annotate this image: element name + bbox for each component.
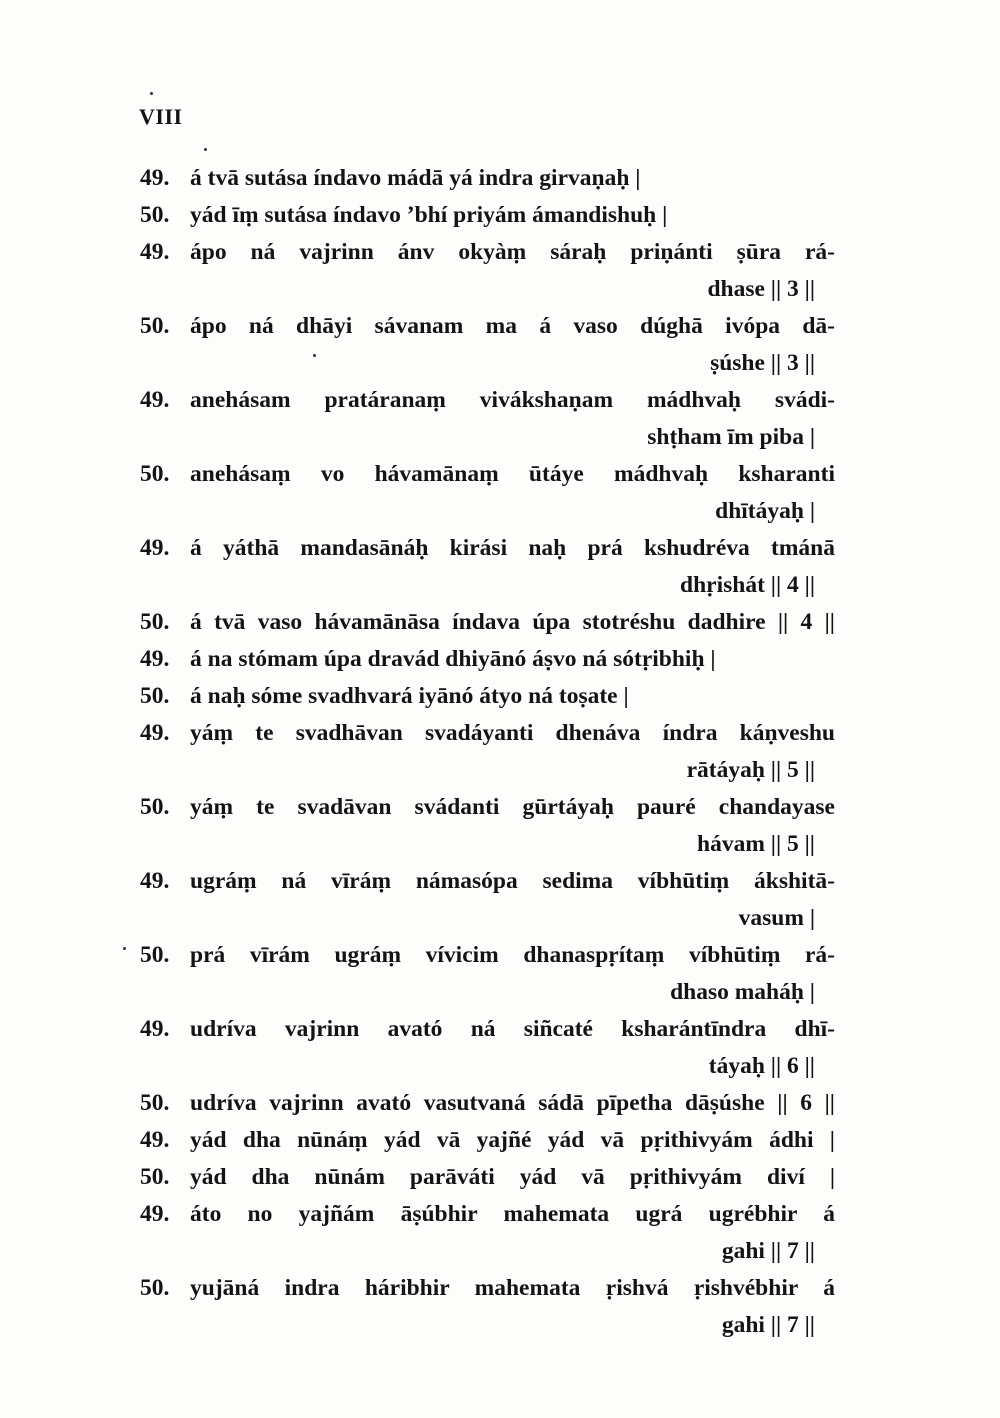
verse-text bbox=[190, 789, 835, 863]
verse-continuation: dhaso maháḥ | bbox=[670, 979, 815, 1005]
verse-text bbox=[190, 937, 835, 1011]
verse-text bbox=[190, 530, 835, 604]
verse-text-line: á yáthā mandasānáḥ kirási naḥ prá kshudréva tmánā bbox=[190, 535, 835, 561]
verse-continuation: dhṛishát || 4 || bbox=[680, 572, 815, 598]
verse-line bbox=[140, 308, 835, 382]
verse-number: 49. bbox=[140, 387, 170, 413]
verse-number: 49. bbox=[140, 1127, 170, 1153]
verse-text-line: prá vīrám ugráṃ vívicim dhanaspṛítaṃ víbhūtiṃ rá- bbox=[190, 942, 835, 968]
verse-text bbox=[190, 234, 835, 308]
verse-text-line: anehásaṃ vo hávamānaṃ ūtáye mádhvaḥ ksharanti bbox=[190, 461, 835, 487]
verse-line bbox=[140, 789, 835, 863]
verse-line bbox=[140, 641, 835, 678]
verse-continuation: dhītáyaḥ | bbox=[715, 498, 815, 524]
verse-text bbox=[190, 197, 835, 234]
verse-text bbox=[190, 160, 835, 197]
verse-number: 49. bbox=[140, 165, 170, 191]
verse-text bbox=[190, 1085, 835, 1122]
verse-text bbox=[190, 382, 835, 456]
verse-number: 50. bbox=[140, 794, 170, 820]
verse-line bbox=[140, 234, 835, 308]
verse-text-line: yujāná indra háribhir mahemata ṛishvá ṛishvébhir á bbox=[190, 1275, 835, 1301]
verse-continuation: hávam || 5 || bbox=[697, 831, 815, 857]
verse-text bbox=[190, 863, 835, 937]
verse-line bbox=[140, 678, 835, 715]
verse-number: 50. bbox=[140, 1275, 170, 1301]
page-number: VIII bbox=[139, 104, 183, 129]
verse-text bbox=[190, 456, 835, 530]
verse-list bbox=[140, 160, 835, 1344]
ink-speck bbox=[150, 92, 153, 95]
verse-line bbox=[140, 715, 835, 789]
verse-text-line: ápo ná dhāyi sávanam ma á vaso dúghā ivópa dā- bbox=[190, 313, 835, 339]
verse-line bbox=[140, 1270, 835, 1344]
verse-line bbox=[140, 1011, 835, 1085]
verse-text-line: anehásam pratáranaṃ vivákshaṇam mádhvaḥ svádi- bbox=[190, 387, 835, 413]
verse-text-line: á naḥ sóme svadhvará iyānó átyo ná toṣate | bbox=[190, 683, 629, 709]
verse-line bbox=[140, 456, 835, 530]
verse-line bbox=[140, 382, 835, 456]
verse-text-line: á tvā sutása índavo mádā yá indra girvaṇaḥ | bbox=[190, 165, 641, 191]
verse-continuation: táyaḥ || 6 || bbox=[708, 1053, 815, 1079]
verse-number: 49. bbox=[140, 646, 170, 672]
verse-line bbox=[140, 937, 835, 1011]
verse-text bbox=[190, 641, 835, 678]
verse-line bbox=[140, 1159, 835, 1196]
verse-continuation: shṭham īm piba | bbox=[647, 424, 815, 450]
verse-text bbox=[190, 678, 835, 715]
verse-line bbox=[140, 1085, 835, 1122]
verse-text bbox=[190, 1196, 835, 1270]
verse-continuation: vasum | bbox=[738, 905, 815, 931]
verse-number: 50. bbox=[140, 609, 170, 635]
verse-number: 50. bbox=[140, 202, 170, 228]
verse-continuation: gahi || 7 || bbox=[721, 1312, 815, 1338]
verse-continuation: gahi || 7 || bbox=[721, 1238, 815, 1264]
verse-number: 49. bbox=[140, 535, 170, 561]
verse-number: 49. bbox=[140, 1016, 170, 1042]
verse-number: 50. bbox=[140, 1090, 170, 1116]
verse-line bbox=[140, 1122, 835, 1159]
verse-text-line: áto no yajñám āṣúbhir mahemata ugrá ugrébhir á bbox=[190, 1201, 835, 1227]
verse-text-line: udríva vajrinn avató ná siñcaté ksharántīndra dhī- bbox=[190, 1016, 835, 1042]
verse-line bbox=[140, 530, 835, 604]
verse-number: 50. bbox=[140, 461, 170, 487]
verse-number: 50. bbox=[140, 1164, 170, 1190]
verse-number: 49. bbox=[140, 1201, 170, 1227]
verse-text-line: yád dha nūnáṃ yád vā yajñé yád vā pṛithivyám ádhi | bbox=[190, 1127, 835, 1153]
verse-text bbox=[190, 1159, 835, 1196]
verse-line bbox=[140, 1196, 835, 1270]
verse-number: 50. bbox=[140, 313, 170, 339]
verse-text bbox=[190, 1122, 835, 1159]
verse-continuation: ṣúshe || 3 || bbox=[710, 350, 815, 376]
verse-number: 49. bbox=[140, 720, 170, 746]
verse-continuation: dhase || 3 || bbox=[707, 276, 815, 302]
verse-text-line: udríva vajrinn avató vasutvaná sádā pīpetha dāṣúshe || 6 || bbox=[190, 1090, 835, 1116]
verse-line bbox=[140, 863, 835, 937]
verse-text-line: yáṃ te svadāvan svádanti gūrtáyaḥ pauré chandayase bbox=[190, 794, 835, 820]
verse-text bbox=[190, 1011, 835, 1085]
verse-text-line: á na stómam úpa dravád dhiyānó áṣvo ná sótṛibhiḥ | bbox=[190, 646, 716, 672]
verse-line bbox=[140, 160, 835, 197]
verse-text-line: ápo ná vajrinn ánv okyàṃ sáraḥ priṇánti ṣūra rá- bbox=[190, 239, 835, 265]
verse-number: 49. bbox=[140, 868, 170, 894]
verse-text-line: yáṃ te svadhāvan svadáyanti dhenáva índra káṇveshu bbox=[190, 720, 835, 746]
verse-line bbox=[140, 197, 835, 234]
verse-text bbox=[190, 715, 835, 789]
verse-text-line: yád īṃ sutása índavo ’bhí priyám ámandishuḥ | bbox=[190, 202, 668, 228]
verse-continuation: rātáyaḥ || 5 || bbox=[686, 757, 815, 783]
verse-text-line: á tvā vaso hávamānāsa índava úpa stotréshu dadhire || 4 || bbox=[190, 609, 835, 635]
verse-number: 50. bbox=[140, 683, 170, 709]
verse-number: 49. bbox=[140, 239, 170, 265]
verse-line bbox=[140, 604, 835, 641]
verse-number: 50. bbox=[140, 942, 170, 968]
verse-text-line: yád dha nūnám parāváti yád vā pṛithivyám diví | bbox=[190, 1164, 835, 1190]
verse-text bbox=[190, 604, 835, 641]
verse-text bbox=[190, 1270, 835, 1344]
verse-text bbox=[190, 308, 835, 382]
verse-text-line: ugráṃ ná vīráṃ námasópa sedima víbhūtiṃ ákshitā- bbox=[190, 868, 835, 894]
ink-speck bbox=[123, 947, 126, 950]
ink-speck bbox=[204, 148, 207, 151]
